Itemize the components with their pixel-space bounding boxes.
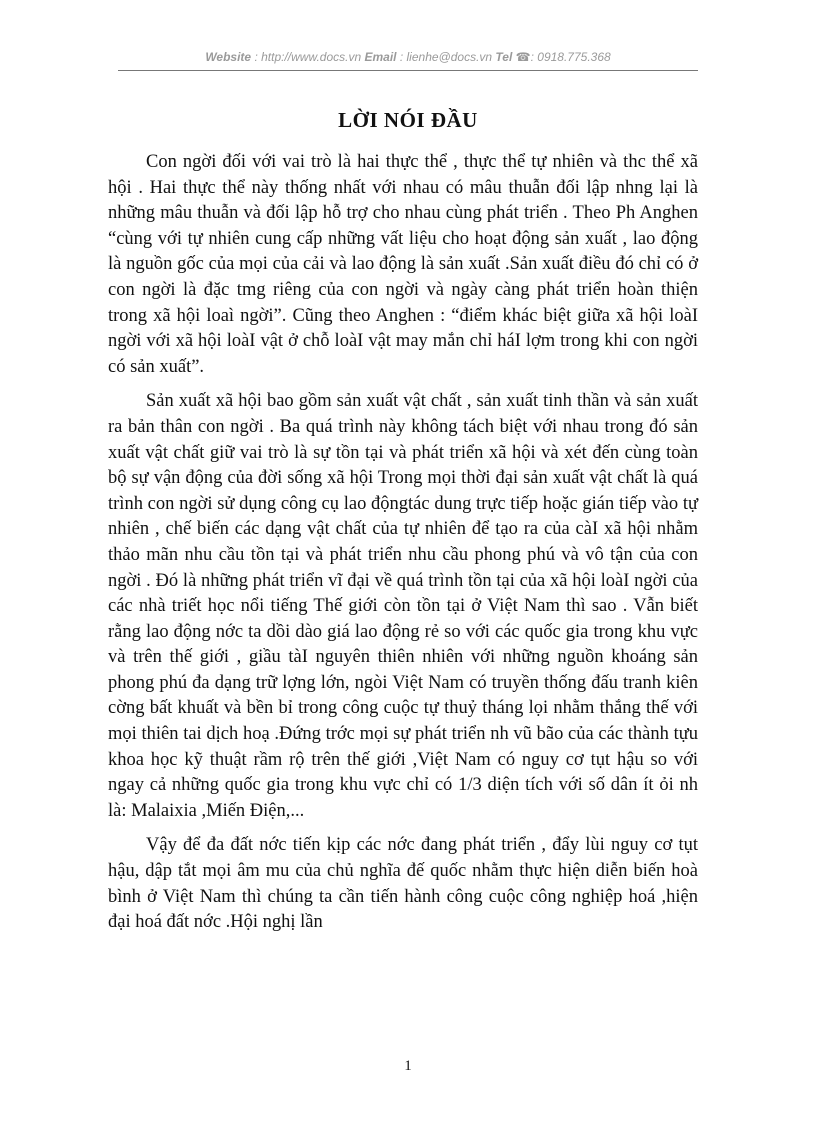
header-divider — [118, 70, 698, 71]
document-body — [108, 150, 698, 945]
website-label: Website — [205, 50, 252, 64]
paragraph-3: Vậy để đa đất nớc tiến kịp các nớc đang phát triển , đẩy lùi nguy cơ tụt hậu, dập tắt mọi âm mu của chủ nghĩa đế quốc nhằm thực hiện diễn biến hoà bình ở Việt Nam thì chúng ta cần tiến hành công cuộc công nghiệp hoá ,hiện đại hoá đất nớc .Hội nghị lần — [108, 835, 698, 933]
paragraph-1: Con ngời đối với vai trò là hai thực thể , thực thể tự nhiên và thc thể xã hội . Hai thực thể này thống nhất với nhau có mâu thuẫn đối lập nhng lại là những mâu thuẫn và đối lập hỗ trợ cho nhau cùng phát triển . Theo Ph Anghen “cùng với tự nhiên cung cấp những vất liệu cho hoạt động sản xuất , lao động là nguồn gốc của mọi của cải và lao động là sản xuất .Sản xuất điều đó chỉ có ở con ngời là đặc tmg riêng của con ngời và ngày càng phát triển hoàn thiện trong xã hội loaì ngời”. Cũng theo Anghen : “điểm khác biệt giữa xã hội loàI ngời với xã hội loàI vật ở chỗ loàI vật may mắn chỉ háI lợm trong khi con ngời có sản xuất”. — [108, 152, 698, 377]
email-link[interactable]: : lienhe@docs.vn — [396, 50, 496, 64]
tel-value: : 0918.775.368 — [530, 50, 611, 64]
website-link[interactable]: : http://www.docs.vn — [251, 50, 365, 64]
page-number: 1 — [404, 1058, 412, 1074]
email-label: Email — [364, 50, 397, 64]
tel-label: Tel ☎ — [495, 50, 531, 64]
paragraph-2: Sản xuất xã hội bao gồm sản xuất vật chất , sản xuất tinh thần và sản xuất ra bản thân con ngời . Ba quá trình này không tách biệt với nhau trong đó sản xuất vật chất giữ vai trò là sự tồn tại và phát triển xã hội và xét đến cùng toàn bộ sự vận động của đời sống xã hội Trong mọi thời đại sản xuất vật chất là quá trình con ngời sử dụng công cụ lao độngtác dung trực tiếp hoặc gián tiếp vào tự nhiên , chế biến các dạng vật chất của tự nhiên để tạo ra của càI xã hội nhằm thảo mãn nhu cầu tồn tại và phát triển nhu cầu phong phú và vô tận của con ngời . Đó là những phát triển vĩ đại về quá trình tồn tại của xã hội loàI ngời của các nhà triết học nổi tiếng Thế giới còn tồn tại ở Việt Nam thì sao . Vẫn biết rằng lao động nớc ta dồi dào giá lao động rẻ so với các quốc gia trong khu vực và trên thế giới , giầu tàI nguyên thiên nhiên với những nguồn khoáng sản phong phú đa dạng trữ lợng lớn, ngòi Việt Nam có truyền thống đấu tranh kiên cờng bất khuất và bền bỉ trong công cuộc tự thuỷ tháng lọi nhằm thắng thế với mọi thiên tai dịch hoạ .Đứng trớc mọi sự phát triển nh vũ bão của các thành tựu khoa học kỹ thuật rầm rộ trên thế giới ,Việt Nam có nguy cơ tụt hậu so với ngay cả những quốc gia trong khu vực chỉ có 1/3 diện tích với số dân ít ỏi nh là: Malaixia ,Miến Điện,... — [108, 391, 698, 821]
page-header — [118, 50, 698, 64]
document-title: LỜI NÓI ĐẦU — [338, 108, 478, 132]
